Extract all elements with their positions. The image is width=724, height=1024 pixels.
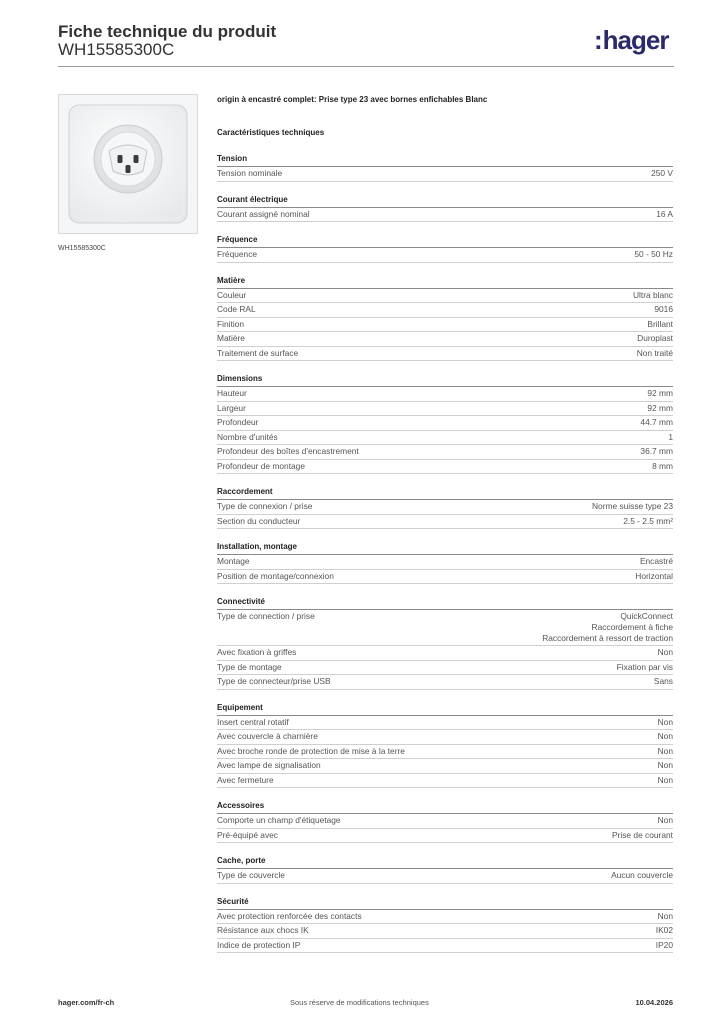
spec-group xyxy=(217,855,673,884)
product-image xyxy=(58,94,198,234)
spec-label: Comporte un champ d'étiquetage xyxy=(217,815,341,825)
spec-label: Type de connexion / prise xyxy=(217,501,313,511)
spec-value-line: Non xyxy=(657,910,673,921)
spec-value-line: Non xyxy=(657,774,673,785)
spec-value xyxy=(647,403,673,415)
spec-value-line: IP20 xyxy=(655,939,673,950)
spec-value xyxy=(658,760,673,772)
spec-row xyxy=(217,248,673,263)
spec-value-line: Non xyxy=(657,815,673,825)
spec-group-title: Dimensions xyxy=(217,373,673,387)
spec-row xyxy=(217,555,673,570)
spec-value xyxy=(668,432,673,444)
spec-group xyxy=(217,596,673,690)
spec-group-title: Accessoires xyxy=(217,800,673,814)
spec-group xyxy=(217,234,673,263)
spec-row xyxy=(217,910,673,925)
spec-value-line: Sans xyxy=(653,676,673,686)
spec-value-line: Horizontal xyxy=(635,570,673,581)
spec-value xyxy=(652,461,673,473)
spec-row xyxy=(217,675,673,690)
spec-value-line: Aucun couvercle xyxy=(611,870,673,880)
spec-row xyxy=(217,303,673,318)
spec-value xyxy=(611,870,673,882)
spec-value-line: Encastré xyxy=(639,556,673,566)
spec-group xyxy=(217,800,673,843)
spec-value-line: Prise de courant xyxy=(612,829,673,840)
spec-row xyxy=(217,318,673,333)
page-title: Fiche technique du produit xyxy=(58,22,277,41)
spec-label: Résistance aux chocs IK xyxy=(217,925,309,935)
spec-row xyxy=(217,289,673,304)
spec-value-line: 44.7 mm xyxy=(640,417,673,427)
spec-group-title: Matière xyxy=(217,275,673,289)
spec-value-line: 50 - 50 Hz xyxy=(634,249,673,259)
spec-row xyxy=(217,416,673,431)
spec-value-line: Non xyxy=(657,647,673,657)
spec-row xyxy=(217,208,673,223)
spec-row xyxy=(217,869,673,884)
spec-label: Profondeur de montage xyxy=(217,460,305,471)
spec-value xyxy=(658,746,673,758)
footer-disclaimer: Sous réserve de modifications techniques xyxy=(290,998,429,1007)
spec-row xyxy=(217,745,673,760)
hager-logo xyxy=(594,27,668,53)
socket-icon xyxy=(59,95,197,233)
spec-group-title: Tension xyxy=(217,153,673,167)
spec-label: Largeur xyxy=(217,402,246,413)
spec-value-line: Raccordement à fiche xyxy=(591,622,673,632)
specs-heading: Caractéristiques techniques xyxy=(217,128,325,137)
footer-website: hager.com/fr-ch xyxy=(58,998,115,1007)
spec-value xyxy=(640,417,673,429)
spec-value-line: 1 xyxy=(668,431,673,442)
spec-value xyxy=(542,611,673,644)
spec-row xyxy=(217,759,673,774)
spec-value xyxy=(647,319,673,331)
spec-row xyxy=(217,939,673,954)
spec-row xyxy=(217,814,673,829)
spec-label: Code RAL xyxy=(217,304,256,314)
spec-row xyxy=(217,387,673,402)
spec-value-line: Non xyxy=(657,716,673,727)
spec-group-title: Courant électrique xyxy=(217,194,673,208)
spec-group xyxy=(217,153,673,182)
spec-value-line: Non xyxy=(657,745,673,756)
spec-value-line: QuickConnect xyxy=(620,611,673,621)
spec-label: Fréquence xyxy=(217,249,258,259)
spec-label: Couleur xyxy=(217,289,247,300)
spec-group-title: Sécurité xyxy=(217,896,673,910)
spec-value-line: 36.7 mm xyxy=(640,446,673,456)
spec-group-title: Connectivité xyxy=(217,596,673,610)
spec-label: Pré-équipé avec xyxy=(217,829,278,840)
spec-row xyxy=(217,167,673,182)
spec-value xyxy=(656,940,673,952)
header-divider xyxy=(58,66,674,67)
spec-group xyxy=(217,194,673,223)
spec-row xyxy=(217,332,673,347)
spec-value-line: Brillant xyxy=(647,318,673,329)
spec-group xyxy=(217,541,673,584)
spec-groups xyxy=(217,153,673,953)
spec-value-line: 16 A xyxy=(656,208,673,219)
spec-value xyxy=(658,731,673,743)
spec-content xyxy=(217,94,673,953)
spec-group xyxy=(217,702,673,789)
spec-row xyxy=(217,431,673,446)
spec-label: Profondeur des boîtes d'encastrement xyxy=(217,446,359,456)
spec-label: Indice de protection IP xyxy=(217,939,301,950)
spec-label: Type de connecteur/prise USB xyxy=(217,676,331,686)
spec-row xyxy=(217,500,673,515)
spec-label: Matière xyxy=(217,333,245,343)
spec-group-title: Raccordement xyxy=(217,486,673,500)
spec-label: Type de connection / prise xyxy=(217,611,315,621)
logo-text: hager xyxy=(602,25,669,55)
spec-label: Avec broche ronde de protection de mise à la terre xyxy=(217,745,405,756)
logo-colon-mark: : xyxy=(594,25,602,55)
spec-value xyxy=(654,676,673,688)
spec-row xyxy=(217,730,673,745)
spec-row xyxy=(217,460,673,475)
spec-row xyxy=(217,445,673,460)
spec-label: Insert central rotatif xyxy=(217,716,289,727)
spec-value xyxy=(658,911,673,923)
spec-label: Position de montage/connexion xyxy=(217,570,334,581)
spec-value-line: 92 mm xyxy=(647,388,673,398)
spec-value xyxy=(592,501,673,513)
spec-group-title: Installation, montage xyxy=(217,541,673,555)
spec-value xyxy=(623,516,673,528)
spec-value-line: IK02 xyxy=(655,925,673,935)
spec-row xyxy=(217,402,673,417)
spec-value-line: Non xyxy=(657,731,673,741)
spec-value xyxy=(656,209,673,221)
spec-label: Nombre d'unités xyxy=(217,431,278,442)
spec-value xyxy=(633,290,673,302)
spec-value-line: Norme suisse type 23 xyxy=(592,501,673,511)
spec-group xyxy=(217,373,673,474)
spec-label: Type de montage xyxy=(217,661,282,672)
spec-value-line: 9016 xyxy=(654,304,673,314)
spec-group xyxy=(217,896,673,954)
spec-value-line: Ultra blanc xyxy=(632,289,673,300)
product-reference: WH15585300C xyxy=(58,40,175,59)
spec-label: Avec protection renforcée des contacts xyxy=(217,910,362,921)
spec-label: Avec couvercle à charnière xyxy=(217,731,318,741)
spec-label: Hauteur xyxy=(217,388,247,398)
product-description: origin à encastré complet: Prise type 23 avec bornes enfichables Blanc xyxy=(217,95,488,104)
spec-label: Profondeur xyxy=(217,417,259,427)
spec-value xyxy=(634,249,673,261)
spec-value xyxy=(651,168,673,180)
spec-row xyxy=(217,347,673,362)
spec-value-line: 250 V xyxy=(651,168,673,178)
spec-group-title: Fréquence xyxy=(217,234,673,248)
spec-value xyxy=(658,647,673,659)
spec-value xyxy=(637,348,673,360)
spec-value xyxy=(658,775,673,787)
spec-group-title: Cache, porte xyxy=(217,855,673,869)
spec-label: Tension nominale xyxy=(217,168,283,178)
spec-row xyxy=(217,924,673,939)
spec-value xyxy=(640,556,673,568)
spec-value-line: 8 mm xyxy=(652,460,673,471)
spec-value xyxy=(658,717,673,729)
spec-row xyxy=(217,570,673,585)
spec-value-line: Duroplast xyxy=(637,333,673,343)
spec-value xyxy=(637,333,673,345)
image-caption: WH15585300C xyxy=(58,245,106,252)
spec-label: Section du conducteur xyxy=(217,515,301,526)
spec-value-line: 2.5 - 2.5 mm² xyxy=(623,515,673,526)
spec-label: Avec lampe de signalisation xyxy=(217,760,321,770)
spec-label: Montage xyxy=(217,556,250,566)
spec-value xyxy=(658,815,673,827)
spec-row xyxy=(217,661,673,676)
spec-label: Courant assigné nominal xyxy=(217,208,310,219)
spec-value-line: Non xyxy=(657,760,673,770)
spec-row xyxy=(217,515,673,530)
spec-value xyxy=(647,388,673,400)
spec-label: Traitement de surface xyxy=(217,347,299,358)
spec-row xyxy=(217,646,673,661)
spec-label: Avec fixation à griffes xyxy=(217,647,297,657)
spec-group xyxy=(217,275,673,362)
spec-group-title: Equipement xyxy=(217,702,673,716)
spec-row xyxy=(217,774,673,789)
spec-value xyxy=(612,830,673,842)
spec-value xyxy=(654,304,673,316)
spec-value xyxy=(640,446,673,458)
spec-label: Finition xyxy=(217,318,244,329)
spec-label: Type de couvercle xyxy=(217,870,285,880)
spec-row xyxy=(217,829,673,844)
spec-value-line: Fixation par vis xyxy=(616,661,673,672)
footer-date: 10.04.2026 xyxy=(635,998,673,1007)
spec-row xyxy=(217,610,673,646)
spec-value-line: Non traité xyxy=(636,347,673,358)
spec-label: Avec fermeture xyxy=(217,774,274,785)
spec-value xyxy=(656,925,673,937)
spec-group xyxy=(217,486,673,529)
spec-value-line: Raccordement à ressort de traction xyxy=(542,633,673,643)
spec-value xyxy=(617,662,673,674)
spec-row xyxy=(217,716,673,731)
spec-value-line: 92 mm xyxy=(647,402,673,413)
spec-value xyxy=(635,571,673,583)
